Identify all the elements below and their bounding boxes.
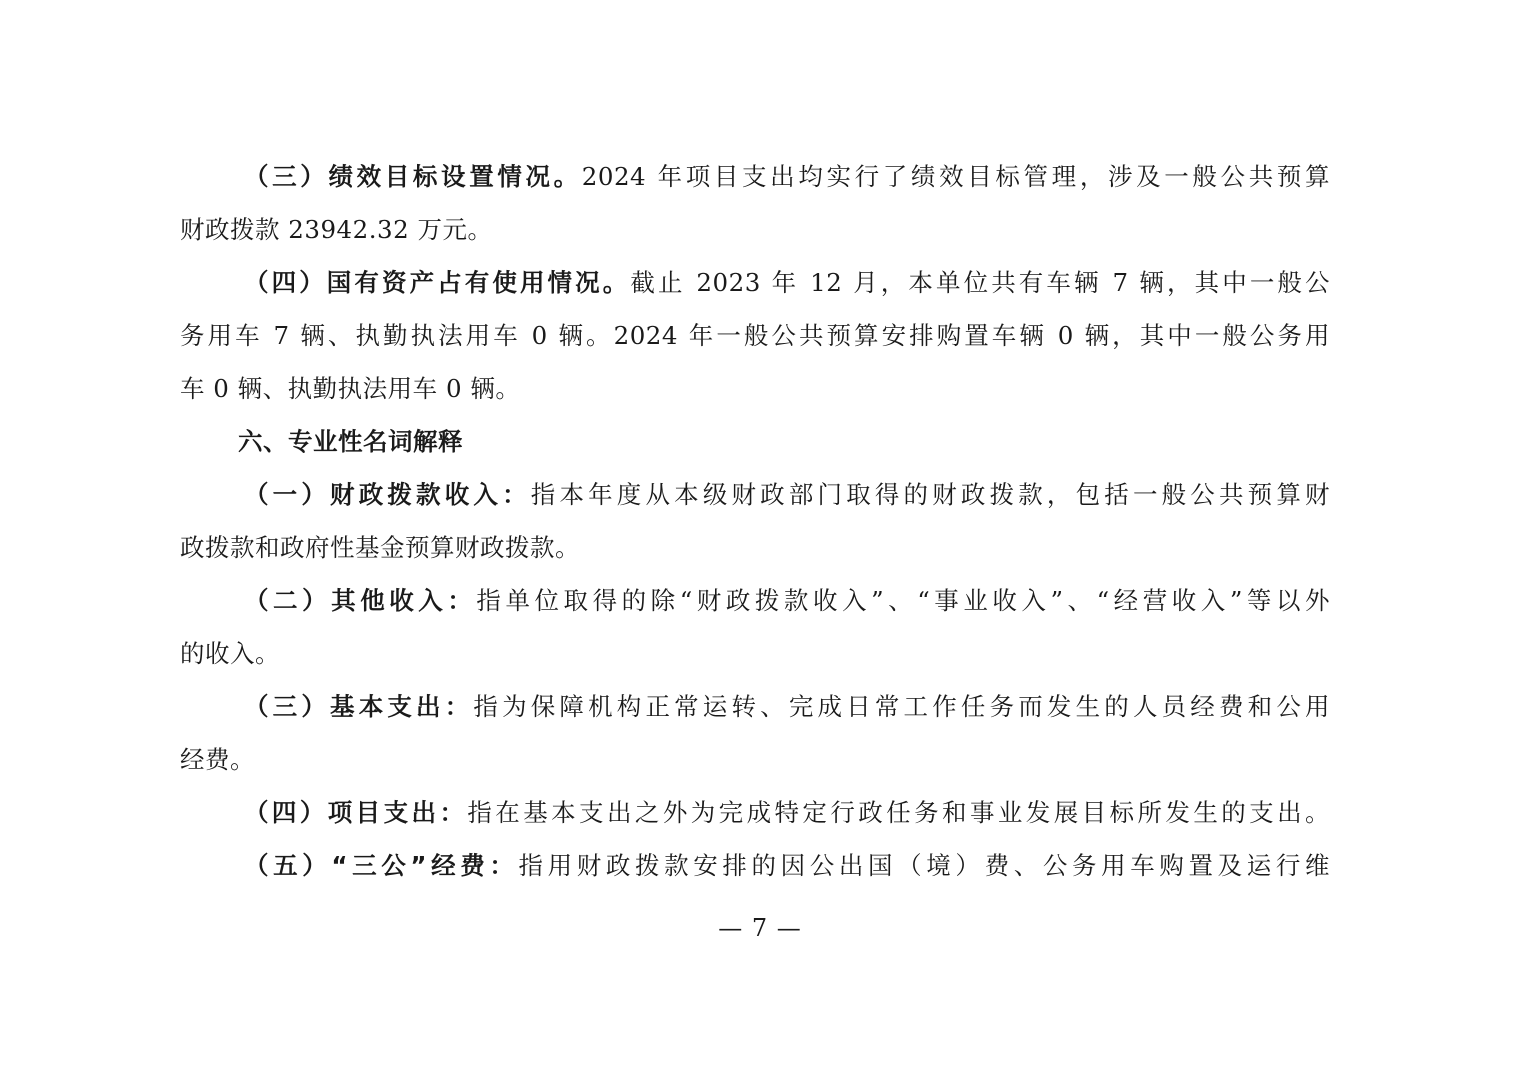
paragraph-text: 截止 2023 年 12 月，本单位共有车辆 7 辆，其中一般公 [630,268,1331,297]
paragraph-project-expenditure-line-1 [180,786,1330,839]
paragraph-label: （三）绩效目标设置情况。 [244,162,582,191]
term-label: （四）项目支出： [244,798,468,827]
paragraph-label: （四）国有资产占有使用情况。 [244,268,631,297]
paragraph-fiscal-appropriation-line-2 [180,521,1330,574]
term-definition: 指用财政拨款安排的因公出国（境）费、公务用车购置及运行维 [518,851,1330,880]
term-definition: 指单位取得的除“财政拨款收入”、“事业收入”、“经营收入”等以外 [476,586,1331,615]
page-number: — 7 — [718,914,802,942]
paragraph-text: 务用车 7 辆、执勤执法用车 0 辆。2024 年一般公共预算安排购置车辆 0 辆，其中一般公务用 [180,321,1330,350]
document-body [180,150,1330,892]
term-definition: 指在基本支出之外为完成特定行政任务和事业发展目标所发生的支出。 [467,798,1331,827]
paragraph-state-assets-line-1 [180,256,1330,309]
term-definition: 指本年度从本级财政部门取得的财政拨款，包括一般公共预算财 [530,480,1331,509]
paragraph-other-income-line-2 [180,627,1330,680]
paragraph-performance-targets-line-1 [180,150,1330,203]
term-definition: 指为保障机构正常运转、完成日常工作任务而发生的人员经费和公用 [473,692,1330,721]
paragraph-three-public-expenses-line-1 [180,839,1330,892]
term-definition: 政拨款和政府性基金预算财政拨款。 [180,533,580,562]
section-heading: 六、专业性名词解释 [238,427,463,456]
term-label: （三）基本支出： [244,692,474,721]
paragraph-state-assets-line-2 [180,309,1330,362]
paragraph-fiscal-appropriation-line-1 [180,468,1330,521]
term-label: （二）其他收入： [244,586,477,615]
term-definition: 的收入。 [180,639,280,668]
term-label: （一）财政拨款收入： [244,480,531,509]
term-label: （五）“三公”经费： [244,851,519,880]
paragraph-performance-targets-line-2 [180,203,1330,256]
paragraph-basic-expenditure-line-2 [180,733,1330,786]
paragraph-text: 财政拨款 23942.32 万元。 [180,215,493,244]
term-definition: 经费。 [180,745,255,774]
paragraph-text: 车 0 辆、执勤执法用车 0 辆。 [180,374,521,403]
paragraph-basic-expenditure-line-1 [180,680,1330,733]
paragraph-state-assets-line-3 [180,362,1330,415]
paragraph-other-income-line-1 [180,574,1330,627]
paragraph-text: 2024 年项目支出均实行了绩效目标管理，涉及一般公共预算 [581,162,1331,191]
